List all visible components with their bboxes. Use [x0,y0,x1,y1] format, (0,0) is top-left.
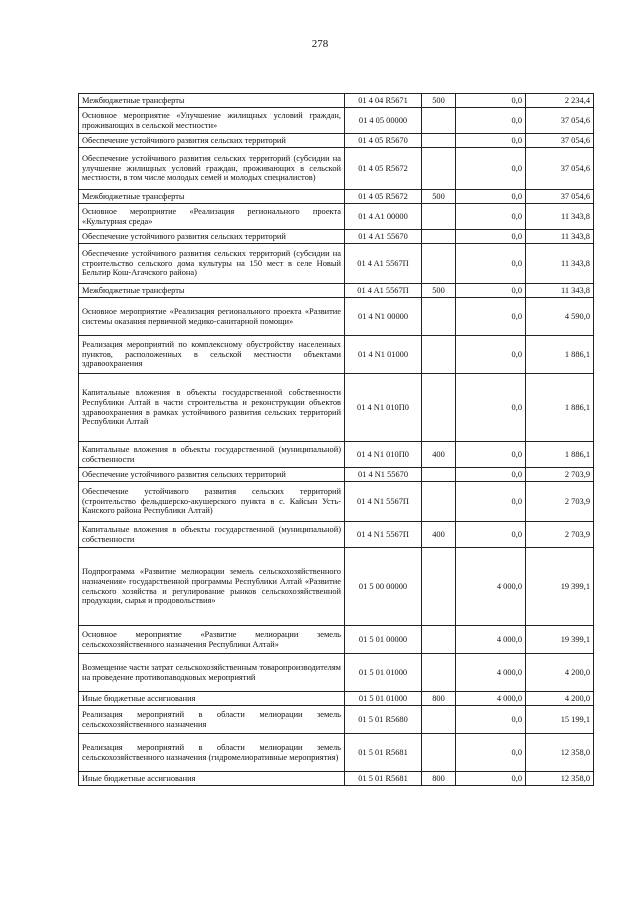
row-amount-1: 0,0 [456,230,526,244]
row-code: 01 5 01 00000 [345,626,422,654]
row-code: 01 4 A1 5567П [345,244,422,284]
row-expense-type [422,230,456,244]
row-expense-type [422,134,456,148]
row-code: 01 4 05 00000 [345,108,422,134]
row-name: Обеспечение устойчивого развития сельских территорий [79,468,345,482]
table-row [79,94,594,108]
row-amount-2: 1 886,1 [526,336,594,374]
row-name: Капитальные вложения в объекты государственной собственности Республики Алтай в части строительства и реконструкции объектов здравоохранения в рамках устойчивого развития сельских территорий Республики Алтай [79,374,345,442]
row-expense-type: 400 [422,522,456,548]
row-name: Реализация мероприятий в области мелиорации земель сельскохозяйственного назначения [79,706,345,734]
table-row [79,230,594,244]
row-code: 01 4 05 R5672 [345,190,422,204]
row-code: 01 4 N1 010П0 [345,442,422,468]
row-amount-2: 37 054,6 [526,190,594,204]
row-amount-2: 15 199,1 [526,706,594,734]
row-amount-2: 37 054,6 [526,148,594,190]
row-code: 01 4 04 R5671 [345,94,422,108]
row-expense-type [422,148,456,190]
row-amount-1: 0,0 [456,108,526,134]
row-expense-type [422,374,456,442]
row-amount-2: 11 343,8 [526,284,594,298]
row-amount-1: 0,0 [456,772,526,786]
row-expense-type [422,626,456,654]
budget-table [78,93,594,786]
table-row [79,204,594,230]
row-name: Обеспечение устойчивого развития сельских территорий [79,230,345,244]
row-code: 01 5 00 00000 [345,548,422,626]
row-amount-2: 1 886,1 [526,442,594,468]
row-expense-type [422,244,456,284]
table-row [79,772,594,786]
row-amount-1: 0,0 [456,134,526,148]
table-row [79,482,594,522]
row-amount-2: 12 358,0 [526,772,594,786]
table-row [79,692,594,706]
row-name: Основное мероприятие «Развитие мелиорации земель сельскохозяйственного назначения Республики Алтай» [79,626,345,654]
row-amount-1: 0,0 [456,244,526,284]
row-expense-type [422,482,456,522]
row-amount-1: 0,0 [456,94,526,108]
row-name: Реализация мероприятий в области мелиорации земель сельскохозяйственного назначения (гидромелиоративные мероприятия) [79,734,345,772]
row-expense-type: 400 [422,442,456,468]
row-expense-type: 500 [422,94,456,108]
row-amount-2: 19 399,1 [526,626,594,654]
row-name: Подпрограмма «Развитие мелиорации земель сельскохозяйственного назначения» государственной программы Республики Алтай «Развитие сельского хозяйства и регулирование рынков сельскохозяйственной продукции, сырья и продовольствия» [79,548,345,626]
row-expense-type [422,108,456,134]
table-row [79,284,594,298]
row-expense-type: 500 [422,284,456,298]
row-code: 01 4 A1 00000 [345,204,422,230]
row-expense-type [422,468,456,482]
row-code: 01 5 01 01000 [345,654,422,692]
row-amount-1: 0,0 [456,374,526,442]
row-code: 01 5 01 01000 [345,692,422,706]
row-amount-1: 0,0 [456,706,526,734]
table-row [79,148,594,190]
row-name: Иные бюджетные ассигнования [79,772,345,786]
row-amount-2: 2 703,9 [526,482,594,522]
row-name: Основное мероприятие «Реализация регионального проекта «Культурная среда» [79,204,345,230]
row-code: 01 4 N1 5567П [345,482,422,522]
row-code: 01 4 A1 55670 [345,230,422,244]
row-expense-type: 800 [422,772,456,786]
row-amount-1: 4 000,0 [456,626,526,654]
row-name: Обеспечение устойчивого развития сельских территорий (субсидии на улучшение жилищных условий граждан, проживающих в сельской местности, в том числе молодых семей и молодых специалистов) [79,148,345,190]
row-name: Капитальные вложения в объекты государственной (муниципальной) собственности [79,522,345,548]
row-expense-type [422,336,456,374]
row-code: 01 4 N1 55670 [345,468,422,482]
row-amount-2: 1 886,1 [526,374,594,442]
table-row [79,134,594,148]
row-amount-2: 11 343,8 [526,230,594,244]
table-row [79,108,594,134]
table-row [79,336,594,374]
row-amount-2: 4 590,0 [526,298,594,336]
row-name: Капитальные вложения в объекты государственной (муниципальной) собственности [79,442,345,468]
row-expense-type: 800 [422,692,456,706]
row-expense-type: 500 [422,190,456,204]
row-amount-2: 11 343,8 [526,244,594,284]
row-name: Обеспечение устойчивого развития сельских территорий (строительство фельдшерско-акушерского пункта в с. Кайсын Усть-Канского района Республики Алтай) [79,482,345,522]
row-amount-1: 4 000,0 [456,548,526,626]
row-code: 01 5 01 R5681 [345,772,422,786]
table-row [79,374,594,442]
row-name: Межбюджетные трансферты [79,284,345,298]
row-name: Реализация мероприятий по комплексному обустройству населенных пунктов, расположенных в сельской местности объектами здравоохранения [79,336,345,374]
row-amount-1: 0,0 [456,148,526,190]
table-row [79,734,594,772]
row-amount-2: 19 399,1 [526,548,594,626]
row-amount-1: 0,0 [456,522,526,548]
table-row [79,298,594,336]
row-amount-1: 0,0 [456,284,526,298]
row-code: 01 5 01 R5680 [345,706,422,734]
table-row [79,522,594,548]
row-expense-type [422,734,456,772]
row-expense-type [422,298,456,336]
row-name: Межбюджетные трансферты [79,190,345,204]
row-code: 01 4 A1 5567П [345,284,422,298]
row-name: Основное мероприятие «Реализация регионального проекта «Развитие системы оказания первичной медико-санитарной помощи» [79,298,345,336]
row-amount-1: 4 000,0 [456,654,526,692]
row-amount-2: 4 200,0 [526,654,594,692]
row-expense-type [422,706,456,734]
row-amount-1: 0,0 [456,298,526,336]
page-number: 278 [311,38,329,50]
table-row [79,626,594,654]
row-amount-1: 0,0 [456,734,526,772]
row-amount-1: 0,0 [456,442,526,468]
row-code: 01 4 05 R5672 [345,148,422,190]
row-name: Возмещение части затрат сельскохозяйственным товаропроизводителям на проведение противопаводковых мероприятий [79,654,345,692]
row-amount-2: 2 703,9 [526,468,594,482]
row-name: Межбюджетные трансферты [79,94,345,108]
row-amount-2: 4 200,0 [526,692,594,706]
row-expense-type [422,204,456,230]
table-row [79,442,594,468]
row-amount-2: 2 703,9 [526,522,594,548]
row-name: Иные бюджетные ассигнования [79,692,345,706]
row-amount-1: 4 000,0 [456,692,526,706]
row-amount-1: 0,0 [456,204,526,230]
row-amount-2: 37 054,6 [526,134,594,148]
row-amount-1: 0,0 [456,190,526,204]
row-amount-2: 37 054,6 [526,108,594,134]
row-expense-type [422,548,456,626]
row-code: 01 4 N1 01000 [345,336,422,374]
table-row [79,654,594,692]
table-row [79,190,594,204]
row-name: Основное мероприятие «Улучшение жилищных условий граждан, проживающих в сельской местности» [79,108,345,134]
row-amount-2: 12 358,0 [526,734,594,772]
row-code: 01 4 05 R5670 [345,134,422,148]
row-amount-2: 2 234,4 [526,94,594,108]
row-amount-2: 11 343,8 [526,204,594,230]
row-amount-1: 0,0 [456,482,526,522]
row-code: 01 4 N1 010П0 [345,374,422,442]
table-row [79,548,594,626]
table-row [79,706,594,734]
row-amount-1: 0,0 [456,468,526,482]
table-row [79,244,594,284]
row-name: Обеспечение устойчивого развития сельских территорий [79,134,345,148]
row-name: Обеспечение устойчивого развития сельских территорий (субсидии на строительство сельского дома культуры на 150 мест в селе Новый Бельтир Кош-Агачского района) [79,244,345,284]
row-code: 01 4 N1 5567П [345,522,422,548]
row-code: 01 5 01 R5681 [345,734,422,772]
table-row [79,468,594,482]
row-expense-type [422,654,456,692]
row-code: 01 4 N1 00000 [345,298,422,336]
row-amount-1: 0,0 [456,336,526,374]
